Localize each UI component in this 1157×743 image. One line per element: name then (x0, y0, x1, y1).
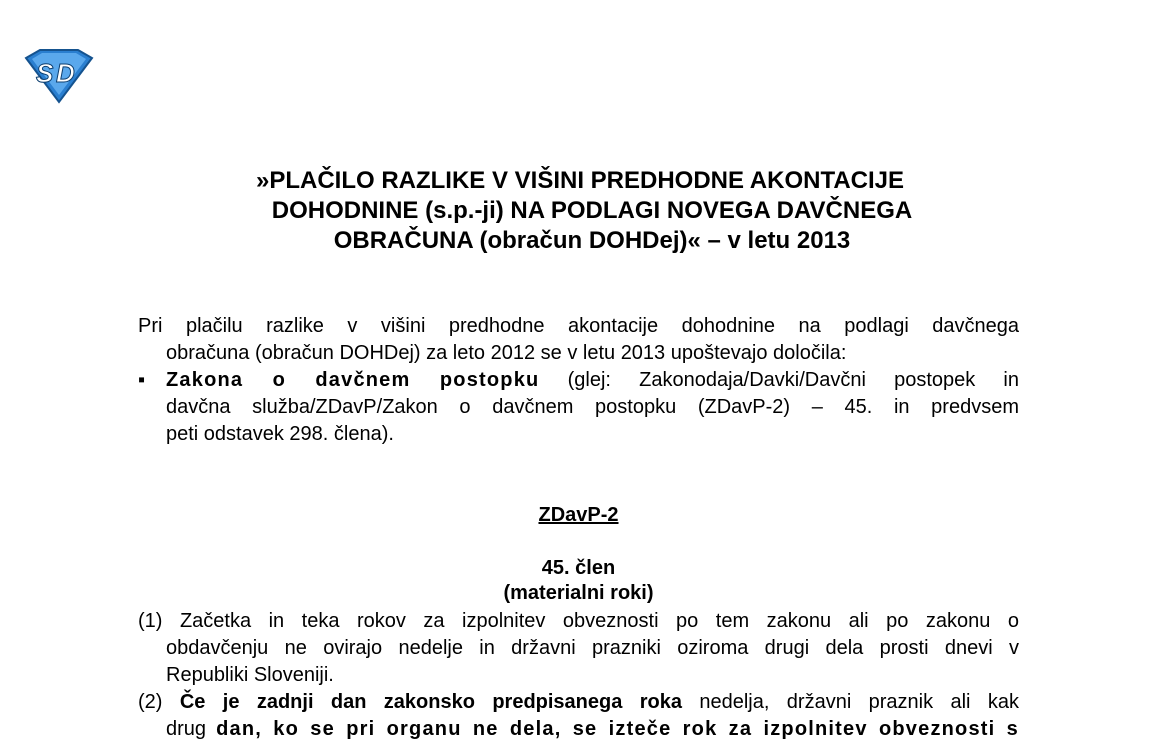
item2-line-1 (138, 689, 1019, 716)
bullet-law-name: Zakona o davčnem postopku (166, 369, 540, 391)
item2-prefix: (2) (138, 691, 180, 713)
svg-text:D: D (56, 58, 75, 88)
item2-line-2 (138, 716, 1019, 743)
article-number: 45. člen (541, 557, 616, 579)
bullet-line-2: davčna služba/ZDavP/Zakon o davčnem postopku (ZDavP-2) – 45. in predvsem (166, 396, 1019, 418)
sd-logo-icon (22, 48, 96, 104)
bullet-icon: ▪ (138, 369, 146, 391)
document-title (150, 166, 1010, 256)
title-line-3: OBRAČUNA (obračun DOHDej)« – v letu 2013 (333, 227, 851, 254)
item-1 (138, 608, 1019, 689)
item2-line2-bold: dan, ko se pri organu ne dela, se izteče rok za izpolnitev obveznosti s (216, 718, 1020, 740)
svg-text:S: S (36, 58, 54, 88)
item2-line2-a: drug (166, 718, 217, 740)
law-heading-text: ZDavP-2 (538, 504, 619, 526)
item1-line-3: Republiki Sloveniji. (166, 664, 334, 686)
title-line-1: »PLAČILO RAZLIKE V VIŠINI PREDHODNE AKONTACIJE (255, 167, 905, 194)
intro-paragraph (138, 313, 1019, 367)
item1-line-2: obdavčenju ne ovirajo nedelje in državni prazniki oziroma drugi dela prosti dnevi v (166, 637, 1019, 659)
intro-line-2: obračuna (obračun DOHDej) za leto 2012 se v letu 2013 upoštevajo določila: (166, 342, 847, 364)
item2-rest-1: nedelja, državni praznik ali kak (681, 691, 1019, 713)
item-2 (138, 689, 1019, 743)
bullet-line-1-rest: (glej: Zakonodaja/Davki/Davčni postopek in (539, 369, 1020, 391)
intro-line-1: Pri plačilu razlike v višini predhodne akontacije dohodnine na podlagi davčnega (138, 315, 1019, 337)
item2-bold-1: Če je zadnji dan zakonsko predpisanega roka (179, 691, 682, 713)
bullet-line-1 (138, 367, 1019, 394)
bullet-item (138, 367, 1019, 448)
item1-line-1: (1) Začetka in teka rokov za izpolnitev obveznosti po tem zakonu ali po zakonu o (138, 610, 1019, 632)
law-heading (138, 503, 1019, 528)
bullet-line-3: peti odstavek 298. člena). (166, 423, 394, 445)
article-subtitle: (materialni roki) (503, 582, 654, 604)
title-line-2: DOHODNINE (s.p.-ji) NA PODLAGI NOVEGA DAVČNEGA (271, 197, 913, 224)
